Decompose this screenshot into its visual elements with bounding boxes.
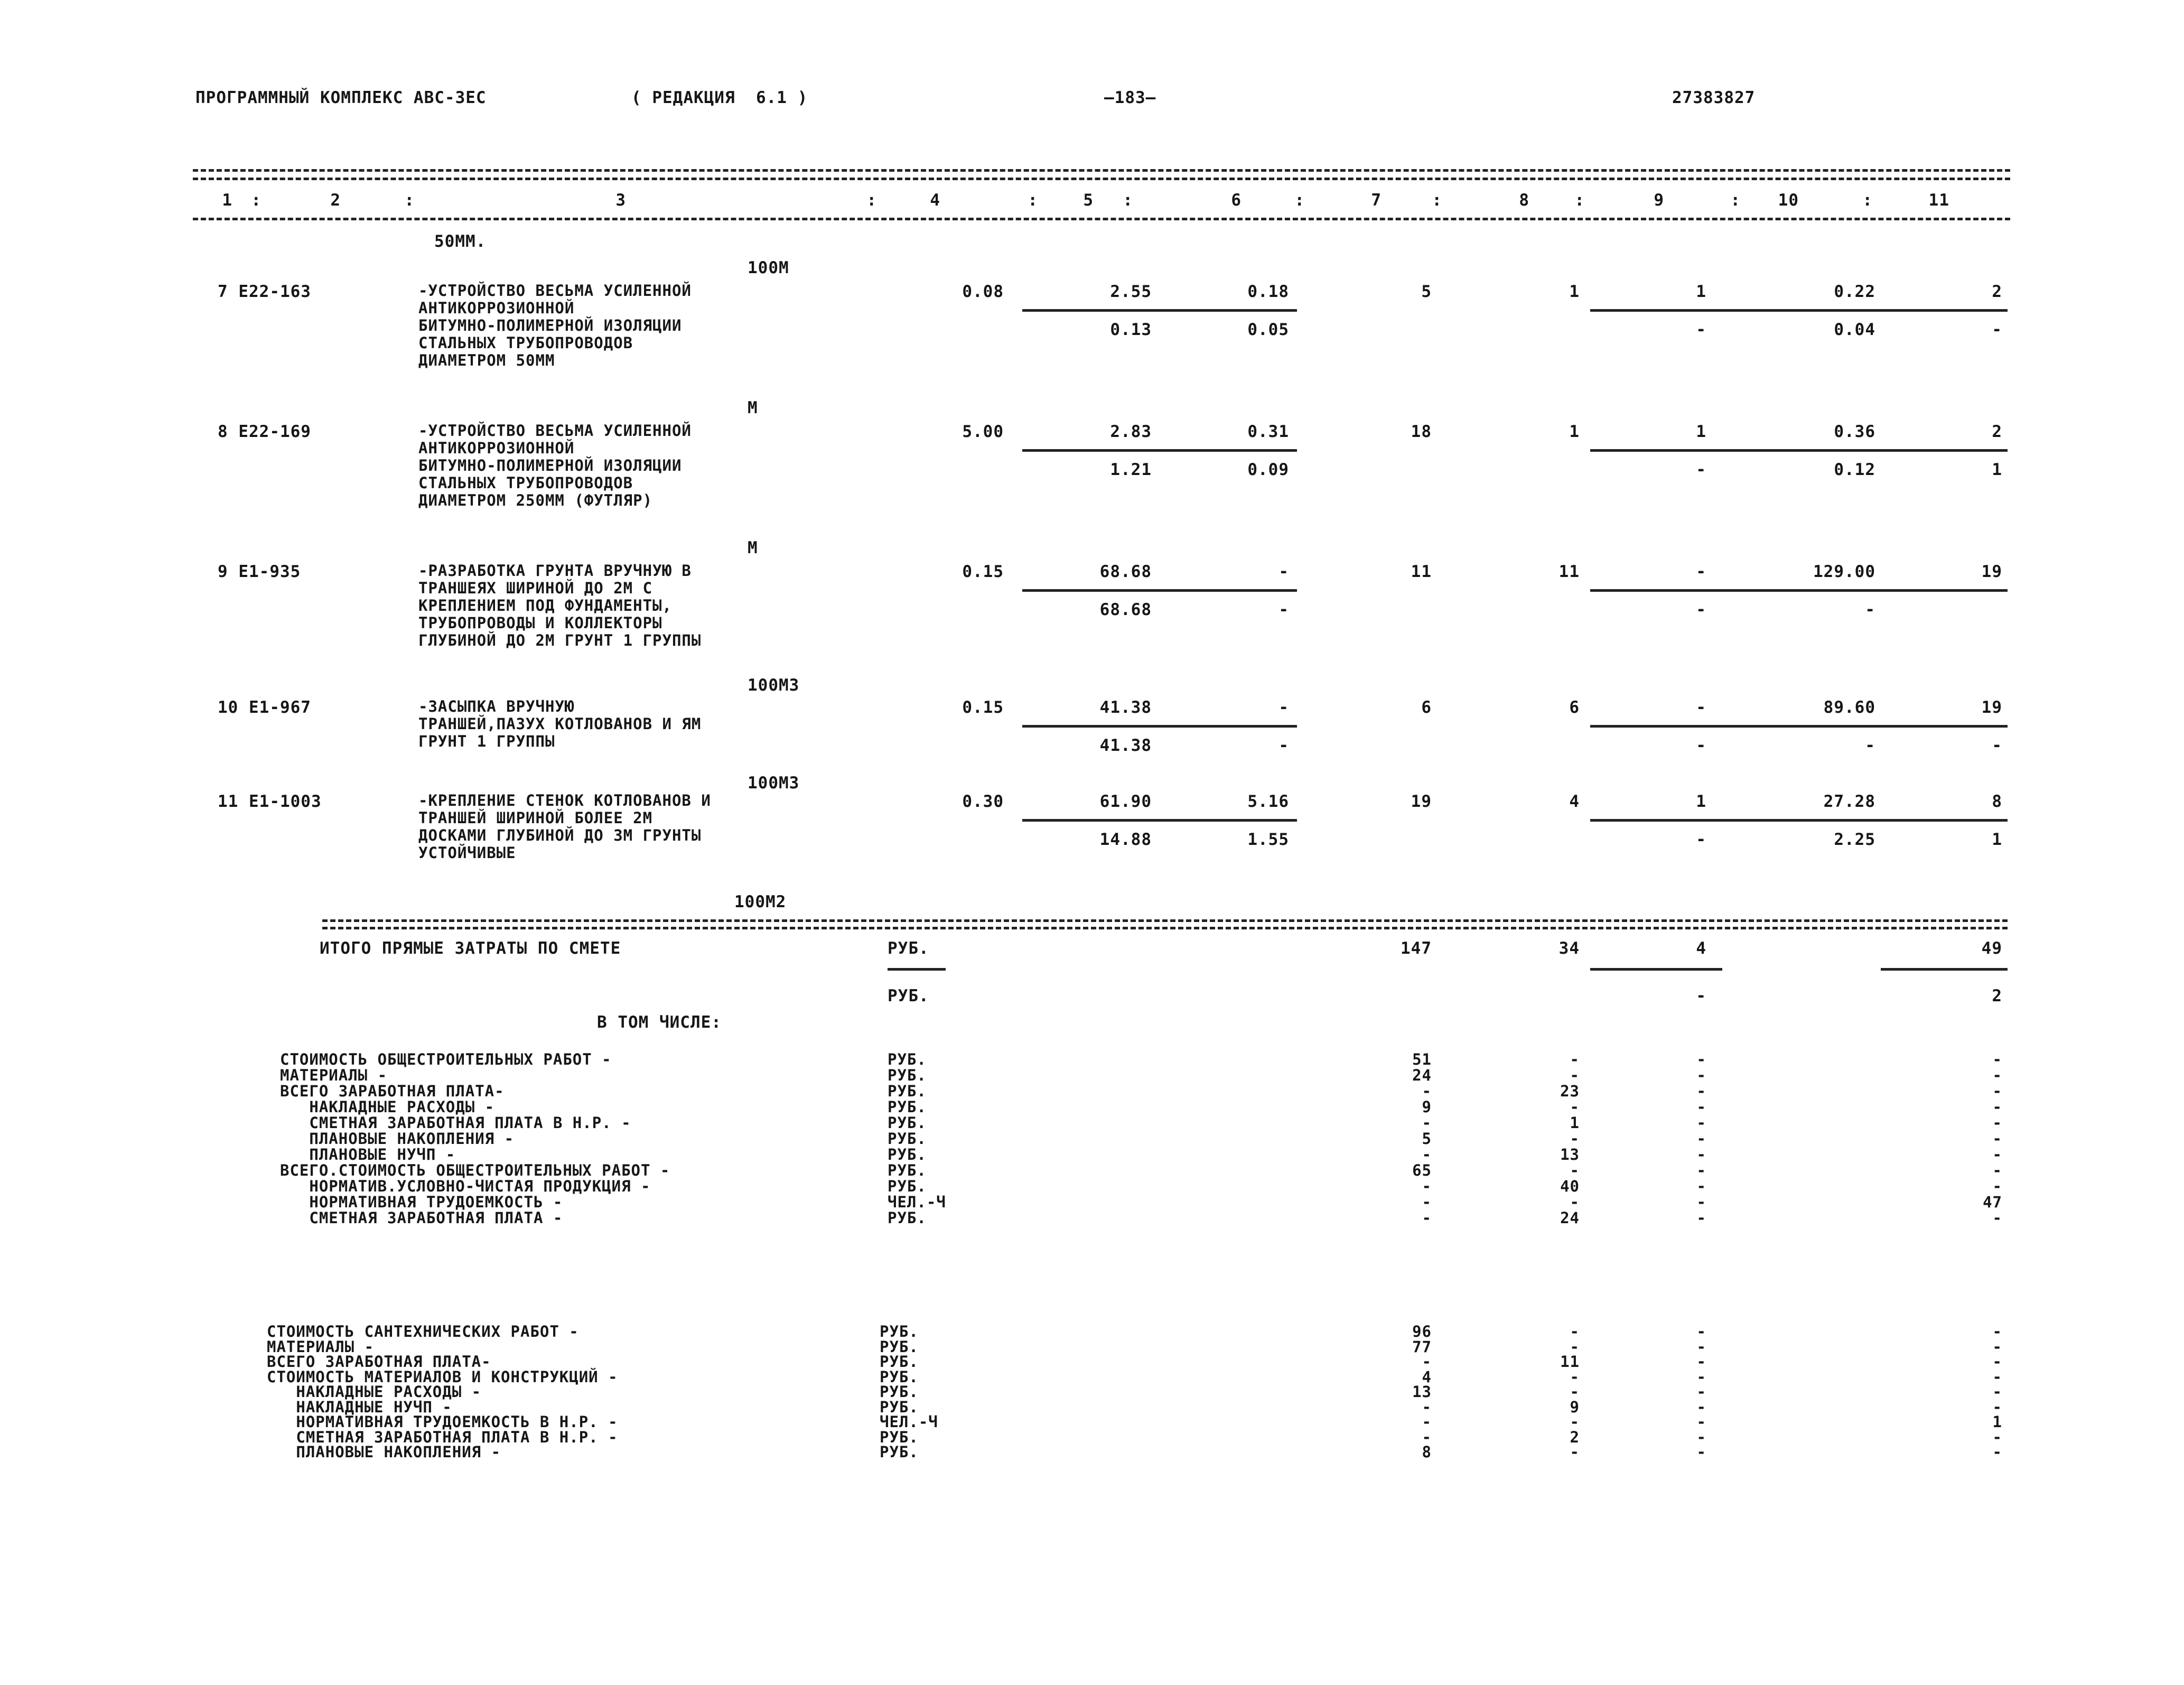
item-description: ДИАМЕТРОМ 50ММ [418,351,555,369]
column-header: 7 [1371,191,1382,210]
item-description: СТАЛЬНЫХ ТРУБОПРОВОДОВ [418,334,633,352]
summary-value-8: - [1570,1413,1580,1431]
column-header: : [1294,191,1305,210]
summary-value-11: - [1992,1177,2002,1195]
summary-value-7: 8 [1422,1443,1432,1461]
item-value-6: 0.18 [1247,282,1289,301]
program-title: ПРОГРАММНЫЙ КОМПЛЕКС АВС-3ЕС [195,88,487,107]
summary-value-9: - [1696,1353,1706,1371]
summary-value-11: 1 [1992,1413,2002,1431]
summary-unit: РУБ. [880,1337,919,1356]
item-value-10b: 0.04 [1834,320,1875,339]
total-label: ИТОГО ПРЯМЫЕ ЗАТРАТЫ ПО СМЕТЕ [320,939,621,958]
totals-rule [322,919,2008,922]
summary-value-8: - [1570,1130,1580,1148]
item-description: БИТУМНО-ПОЛИМЕРНОЙ ИЗОЛЯЦИИ [418,316,682,334]
summary-value-11: - [1992,1367,2002,1386]
summary-value-8: - [1570,1161,1580,1179]
summary-value-8: - [1570,1337,1580,1356]
item-value-10b: 0.12 [1834,460,1875,479]
item-value-10: 129.00 [1813,562,1875,581]
item-unit: М [748,538,758,557]
item-unit: М [748,398,758,417]
item-quantity: 5.00 [962,422,1004,441]
summary-unit: РУБ. [880,1353,919,1371]
summary-label: ВСЕГО.СТОИМОСТЬ ОБЩЕСТРОИТЕЛЬНЫХ РАБОТ - [280,1161,670,1179]
item-value-6b: 0.05 [1247,320,1289,339]
summary-value-9: - [1696,1337,1706,1356]
summary-value-7: 5 [1422,1130,1432,1148]
column-header: : [1862,191,1873,210]
item-value-7: 5 [1421,282,1432,301]
item-number: 8 Е22-169 [218,422,311,441]
item-value-10b: - [1865,736,1875,755]
item-value-10b: - [1865,600,1875,619]
item-description: ТРАНШЕЙ ШИРИНОЙ БОЛЕЕ 2М [418,809,653,827]
summary-label: СМЕТНАЯ ЗАРАБОТНАЯ ПЛАТА В Н.Р. - [267,1428,618,1446]
summary-value-7: - [1422,1082,1432,1100]
summary-label: НОРМАТИВНАЯ ТРУДОЕМКОСТЬ В Н.Р. - [267,1413,618,1431]
item-value-11b: - [1992,320,2002,339]
item-value-8: 4 [1569,792,1580,811]
item-unit: 100М [748,258,789,277]
item-underline-right [1590,819,2008,822]
summary-value-9: - [1696,1367,1706,1386]
item-value-7: 11 [1411,562,1432,581]
total-underline-b [1590,968,1722,971]
summary-label: СТОИМОСТЬ ОБЩЕСТРОИТЕЛЬНЫХ РАБОТ - [280,1050,612,1068]
item-value-8: 1 [1569,282,1580,301]
table-top-rule-2 [193,178,2010,180]
summary-unit: РУБ. [888,1130,927,1148]
item-underline-right [1590,449,2008,452]
total-value-8: 34 [1558,939,1580,958]
item-value-8: 11 [1558,562,1580,581]
summary-label: СТОИМОСТЬ САНТЕХНИЧЕСКИХ РАБОТ - [267,1323,579,1340]
summary-value-11: - [1992,1353,2002,1371]
item-underline-right [1590,725,2008,728]
summary-value-11: - [1992,1161,2002,1179]
item-underline-right [1590,589,2008,592]
total-underline-c [1881,968,2008,971]
total-unit-a: РУБ. [888,939,929,958]
total-underline-a [888,968,946,971]
summary-value-9: - [1696,1130,1706,1148]
item-number: 11 Е1-1003 [218,792,322,811]
item-value-9b: - [1696,320,1706,339]
table-top-rule [193,169,2010,172]
item-description: -ЗАСЫПКА ВРУЧНУЮ [418,697,575,715]
item-value-8: 1 [1569,422,1580,441]
summary-unit: РУБ. [880,1428,919,1446]
summary-value-7: - [1422,1177,1432,1195]
summary-value-9: - [1696,1193,1706,1211]
item-value-6: 0.31 [1247,422,1289,441]
item-description: СТАЛЬНЫХ ТРУБОПРОВОДОВ [418,474,633,492]
item-value-8: 6 [1569,698,1580,717]
summary-value-7: - [1422,1146,1432,1163]
column-header: : [1574,191,1585,210]
summary-value-7: 77 [1412,1337,1432,1356]
item-value-6b: - [1278,736,1289,755]
summary-label: ВСЕГО ЗАРАБОТНАЯ ПЛАТА- [267,1353,491,1371]
summary-value-9: - [1696,1050,1706,1068]
item-value-10: 89.60 [1823,698,1875,717]
item-quantity: 0.15 [962,562,1004,581]
page-number: —183— [1104,88,1156,107]
item-description: КРЕПЛЕНИЕМ ПОД ФУНДАМЕНТЫ, [418,597,672,615]
item-value-5b: 1.21 [1110,460,1152,479]
summary-value-7: - [1422,1413,1432,1431]
summary-value-8: 9 [1570,1398,1580,1416]
summary-value-8: 2 [1570,1428,1580,1446]
summary-value-7: 65 [1412,1161,1432,1179]
summary-value-11: - [1992,1130,2002,1148]
summary-value-11: - [1992,1146,2002,1163]
lead-note: 50ММ. [434,232,487,251]
item-value-11b: - [1992,736,2002,755]
summary-value-7: - [1422,1353,1432,1371]
item-value-5: 2.83 [1110,422,1152,441]
column-header: 5 [1083,191,1094,210]
summary-value-7: - [1422,1114,1432,1132]
item-number: 10 Е1-967 [218,698,311,717]
column-header: 3 [615,191,626,210]
totals-rule-2 [322,927,2008,929]
item-value-10: 0.22 [1834,282,1875,301]
item-value-5b: 41.38 [1099,736,1152,755]
column-header: 10 [1778,191,1799,210]
summary-value-7: - [1422,1193,1432,1211]
summary-label: НАКЛАДНЫЕ НУЧП - [267,1398,452,1416]
summary-unit: РУБ. [888,1114,927,1132]
summary-label: МАТЕРИАЛЫ - [267,1337,375,1356]
item-value-6b: 1.55 [1247,830,1289,849]
summary-value-8: - [1570,1383,1580,1401]
item-value-5b: 0.13 [1110,320,1152,339]
summary-value-9: - [1696,1398,1706,1416]
column-header: : [1123,191,1133,210]
summary-unit: ЧЕЛ.-Ч [880,1413,938,1431]
summary-value-9: - [1696,1098,1706,1116]
item-value-5: 68.68 [1099,562,1152,581]
including-label: В ТОМ ЧИСЛЕ: [597,1013,722,1032]
summary-value-9: - [1696,1082,1706,1100]
item-value-9: 1 [1696,792,1706,811]
item-value-11b: 1 [1992,460,2002,479]
summary-label: ПЛАНОВЫЕ НАКОПЛЕНИЯ - [267,1443,501,1461]
summary-value-11: 47 [1983,1193,2002,1211]
summary-value-11: - [1992,1050,2002,1068]
header-bottom-rule [193,218,2010,220]
summary-value-8: - [1570,1098,1580,1116]
edition-label: ( РЕДАКЦИЯ 6.1 ) [631,88,808,107]
item-description: АНТИКОРРОЗИОННОЙ [418,439,575,457]
item-value-9: - [1696,562,1706,581]
summary-label: СМЕТНАЯ ЗАРАБОТНАЯ ПЛАТА В Н.Р. - [280,1114,631,1132]
summary-value-9: - [1696,1413,1706,1431]
summary-value-7: - [1422,1209,1432,1227]
item-value-10: 27.28 [1823,792,1875,811]
item-value-9: - [1696,698,1706,717]
item-value-5b: 14.88 [1099,830,1152,849]
total-value-7: 147 [1401,939,1432,958]
item-quantity: 0.30 [962,792,1004,811]
summary-label: ВСЕГО ЗАРАБОТНАЯ ПЛАТА- [280,1082,505,1100]
summary-label: ПЛАНОВЫЕ НУЧП - [280,1146,456,1163]
column-header: 1 [222,191,232,210]
summary-value-9: - [1696,1443,1706,1461]
summary-unit: РУБ. [880,1383,919,1401]
summary-label: НОРМАТИВ.УСЛОВНО-ЧИСТАЯ ПРОДУКЦИЯ - [280,1177,651,1195]
summary-value-11: - [1992,1337,2002,1356]
item-value-6b: 0.09 [1247,460,1289,479]
summary-value-7: 13 [1412,1383,1432,1401]
total-value-11b: 2 [1992,986,2002,1006]
item-value-7: 18 [1411,422,1432,441]
summary-value-8: - [1570,1066,1580,1084]
item-underline-right [1590,309,2008,312]
item-value-10: 0.36 [1834,422,1875,441]
item-underline [1022,819,1297,822]
summary-value-11: - [1992,1383,2002,1401]
item-description: ТРАНШЕЯХ ШИРИНОЙ ДО 2М С [418,579,653,597]
summary-value-8: 24 [1560,1209,1580,1227]
summary-value-8: - [1570,1367,1580,1386]
item-value-10b: 2.25 [1834,830,1875,849]
summary-value-11: - [1992,1398,2002,1416]
summary-label: СТОИМОСТЬ МАТЕРИАЛОВ И КОНСТРУКЦИЙ - [267,1367,618,1386]
summary-value-9: - [1696,1066,1706,1084]
summary-value-9: - [1696,1114,1706,1132]
item-value-5: 2.55 [1110,282,1152,301]
item-value-5: 41.38 [1099,698,1152,717]
item-description: ДИАМЕТРОМ 250ММ (ФУТЛЯР) [418,491,653,509]
item-description: -УСТРОЙСТВО ВЕСЬМА УСИЛЕННОЙ [418,422,692,440]
item-value-11: 2 [1992,282,2002,301]
item-description: ДОСКАМИ ГЛУБИНОЙ ДО 3М ГРУНТЫ [418,826,702,844]
column-header: : [1028,191,1038,210]
summary-value-8: 11 [1560,1353,1580,1371]
total-value-11: 49 [1981,939,2002,958]
summary-unit: РУБ. [888,1066,927,1084]
item-description: ГРУНТ 1 ГРУППЫ [418,732,555,750]
column-header: 9 [1654,191,1664,210]
summary-value-8: 13 [1560,1146,1580,1163]
column-header: 4 [930,191,940,210]
summary-unit: РУБ. [880,1367,919,1386]
column-header: : [251,191,262,210]
item-description: -УСТРОЙСТВО ВЕСЬМА УСИЛЕННОЙ [418,282,692,300]
summary-value-8: 23 [1560,1082,1580,1100]
column-header: : [404,191,415,210]
summary-value-8: - [1570,1323,1580,1340]
summary-unit: РУБ. [888,1209,927,1227]
column-header: 6 [1231,191,1242,210]
summary-unit: РУБ. [888,1098,927,1116]
item-value-11: 8 [1992,792,2002,811]
summary-unit: РУБ. [888,1161,927,1179]
item-value-11: 2 [1992,422,2002,441]
summary-value-7: 24 [1412,1066,1432,1084]
item-quantity: 0.08 [962,282,1004,301]
item-underline [1022,725,1297,728]
item-unit: 100М3 [748,676,800,695]
last-item-unit: 100М2 [734,892,787,911]
summary-unit: РУБ. [880,1443,919,1461]
column-header: : [1730,191,1741,210]
item-value-9b: - [1696,460,1706,479]
summary-value-8: - [1570,1050,1580,1068]
summary-label: СМЕТНАЯ ЗАРАБОТНАЯ ПЛАТА - [280,1209,563,1227]
item-value-7: 6 [1421,698,1432,717]
summary-unit: ЧЕЛ.-Ч [888,1193,946,1211]
summary-label: НАКЛАДНЫЕ РАСХОДЫ - [280,1098,495,1116]
item-description: ТРУБОПРОВОДЫ И КОЛЛЕКТОРЫ [418,614,662,632]
item-number: 9 Е1-935 [218,562,301,581]
item-value-9: 1 [1696,422,1706,441]
summary-value-9: - [1696,1177,1706,1195]
summary-value-9: - [1696,1161,1706,1179]
summary-value-9: - [1696,1209,1706,1227]
item-value-6: - [1278,698,1289,717]
summary-unit: РУБ. [880,1398,919,1416]
summary-value-11: - [1992,1098,2002,1116]
item-value-9b: - [1696,600,1706,619]
item-underline [1022,449,1297,452]
summary-label: ПЛАНОВЫЕ НАКОПЛЕНИЯ - [280,1130,515,1148]
total-unit-b: РУБ. [888,986,929,1006]
column-header: : [1432,191,1442,210]
summary-unit: РУБ. [888,1050,927,1068]
summary-unit: РУБ. [880,1323,919,1340]
item-value-5b: 68.68 [1099,600,1152,619]
item-value-9b: - [1696,830,1706,849]
summary-value-8: - [1570,1193,1580,1211]
item-value-5: 61.90 [1099,792,1152,811]
summary-value-11: - [1992,1428,2002,1446]
summary-value-11: - [1992,1209,2002,1227]
item-description: ГЛУБИНОЙ ДО 2М ГРУНТ 1 ГРУППЫ [418,631,702,649]
item-underline [1022,309,1297,312]
item-number: 7 Е22-163 [218,282,311,301]
summary-value-7: 96 [1412,1323,1432,1340]
item-description: -РАЗРАБОТКА ГРУНТА ВРУЧНУЮ В [418,562,692,580]
total-value-9: 4 [1696,939,1706,958]
summary-value-9: - [1696,1323,1706,1340]
summary-value-11: - [1992,1323,2002,1340]
item-unit: 100М3 [748,774,800,793]
column-header: : [866,191,877,210]
item-value-6: - [1278,562,1289,581]
item-description: УСТОЙЧИВЫЕ [418,844,516,862]
summary-value-8: - [1570,1443,1580,1461]
item-value-6: 5.16 [1247,792,1289,811]
item-underline [1022,589,1297,592]
summary-value-7: 51 [1412,1050,1432,1068]
summary-label: МАТЕРИАЛЫ - [280,1066,388,1084]
item-description: ТРАНШЕЙ,ПАЗУХ КОТЛОВАНОВ И ЯМ [418,715,702,733]
document-code: 27383827 [1672,88,1756,107]
item-value-11: 19 [1981,698,2002,717]
summary-unit: РУБ. [888,1177,927,1195]
summary-value-7: - [1422,1398,1432,1416]
summary-unit: РУБ. [888,1146,927,1163]
summary-unit: РУБ. [888,1082,927,1100]
summary-value-7: - [1422,1428,1432,1446]
summary-value-9: - [1696,1146,1706,1163]
item-value-9b: - [1696,736,1706,755]
summary-value-9: - [1696,1383,1706,1401]
item-value-6b: - [1278,600,1289,619]
summary-value-9: - [1696,1428,1706,1446]
item-value-11: 19 [1981,562,2002,581]
column-header: 2 [330,191,341,210]
item-description: БИТУМНО-ПОЛИМЕРНОЙ ИЗОЛЯЦИИ [418,457,682,474]
item-value-11b: 1 [1992,830,2002,849]
item-description: -КРЕПЛЕНИЕ СТЕНОК КОТЛОВАНОВ И [418,792,711,809]
summary-value-11: - [1992,1082,2002,1100]
summary-value-11: - [1992,1066,2002,1084]
summary-label: НАКЛАДНЫЕ РАСХОДЫ - [267,1383,482,1401]
item-description: АНТИКОРРОЗИОННОЙ [418,299,575,317]
total-value-9b: - [1696,986,1706,1006]
item-value-9: 1 [1696,282,1706,301]
summary-value-7: 9 [1422,1098,1432,1116]
column-header: 8 [1519,191,1529,210]
item-value-7: 19 [1411,792,1432,811]
summary-value-11: - [1992,1443,2002,1461]
summary-value-7: 4 [1422,1367,1432,1386]
summary-value-11: - [1992,1114,2002,1132]
item-quantity: 0.15 [962,698,1004,717]
summary-label: НОРМАТИВНАЯ ТРУДОЕМКОСТЬ - [280,1193,563,1211]
summary-value-8: 1 [1570,1114,1580,1132]
summary-value-8: 40 [1560,1177,1580,1195]
column-header: 11 [1928,191,1949,210]
